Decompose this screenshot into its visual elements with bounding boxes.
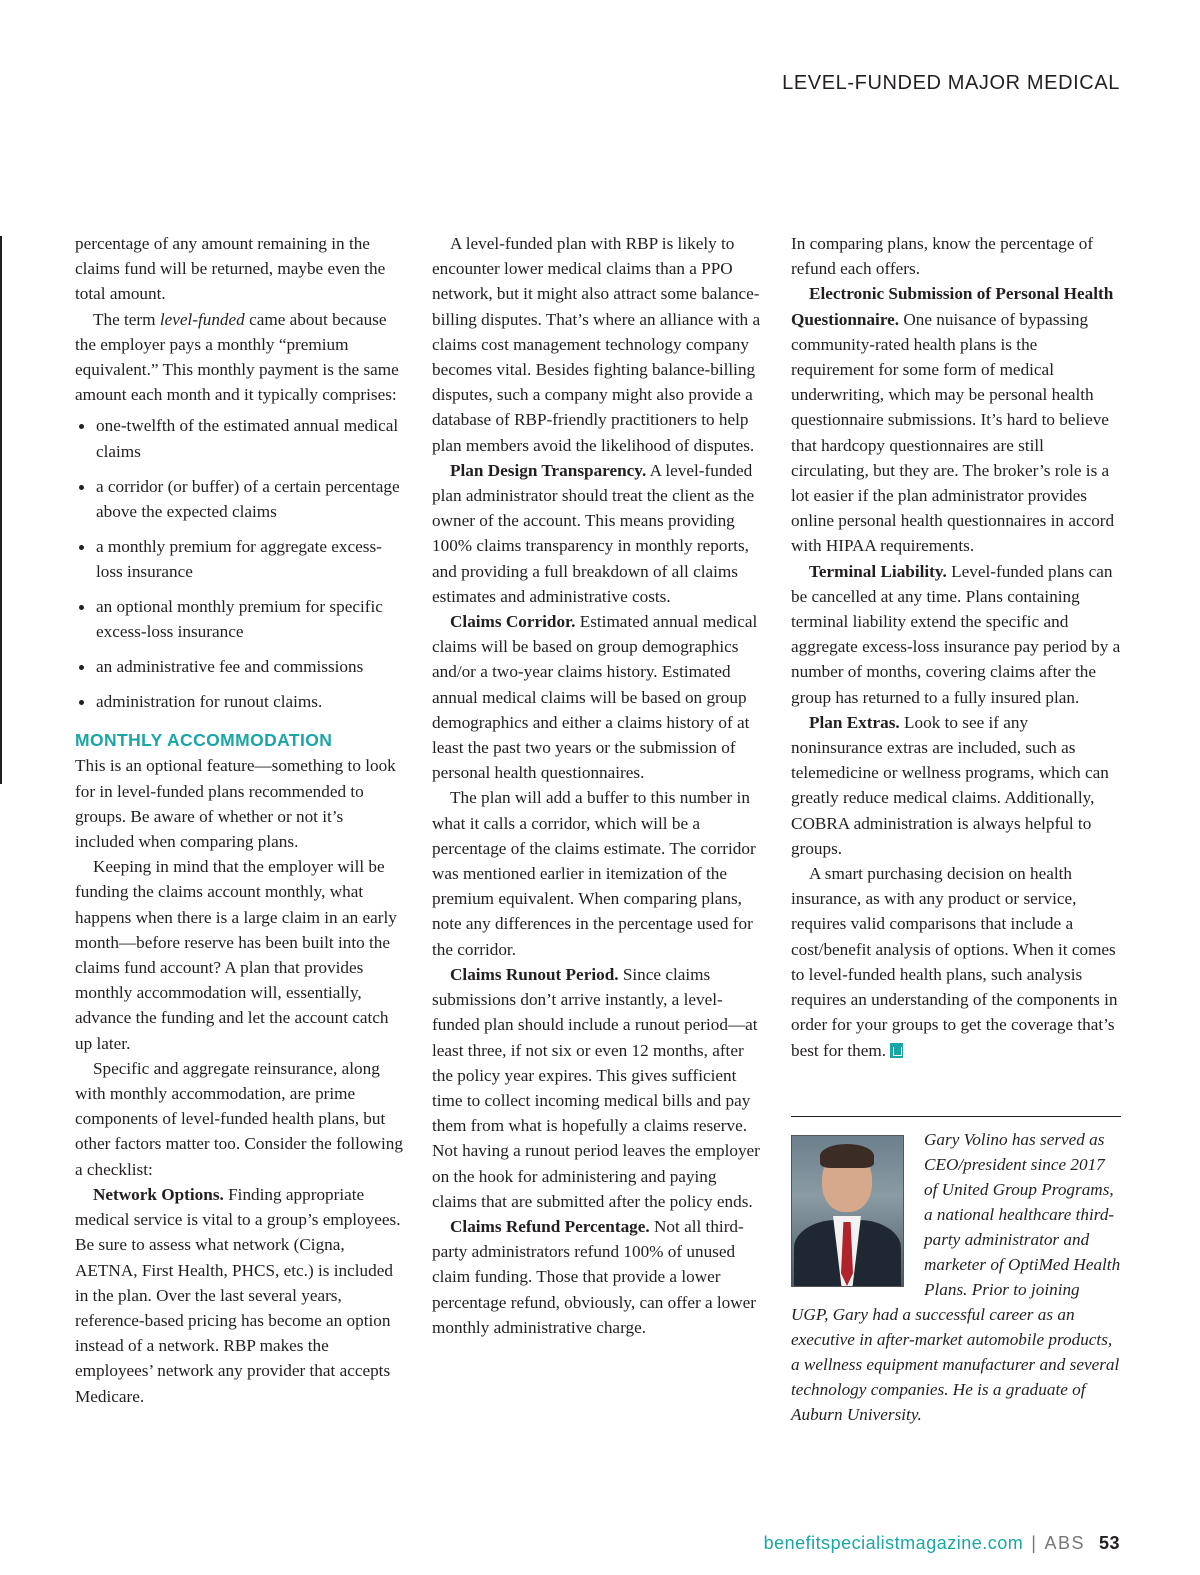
article-column-1 <box>75 231 403 1409</box>
author-bio <box>791 1127 1121 1427</box>
author-bio-text: Gary Volino has served as CEO/president since 2017 of United Group Programs, a national healthcare third-party administrator and marketer of OptiMed Health Plans. Prior to joining UGP, Gary had a successful career as an executive in after-market automobile products, a wellness equipment manufacturer and several technology companies. He is a graduate of Auburn University. <box>791 1130 1121 1424</box>
run-in-heading: Claims Runout Period. <box>450 964 619 984</box>
list-item: a corridor (or buffer) of a certain percentage above the expected claims <box>75 474 403 524</box>
paragraph: This is an optional feature—something to look for in level-funded plans recommended to groups. Be aware of whether or not it’s included when comparing plans. <box>75 756 396 852</box>
paragraph: Plan Design Transparency. A level-funded plan administrator should treat the client as the owner of the account. This means providing 100% claims transparency in monthly reports, and providing a full breakdown of all claims estimates and administrative costs. <box>432 460 755 606</box>
paragraph: Claims Corridor. Estimated annual medical claims will be based on group demographics and/or a two-year claims history. Estimated annual medical claims will be based on group demographics and either a claims history of at least the past two years or the submission of personal health questionnaires. <box>432 612 758 783</box>
paragraph: Terminal Liability. Level-funded plans can be cancelled at any time. Plans containing terminal liability extend the specific and aggregate excess-loss insurance pay period by a number of months, covering claims after the group has returned to a fully insured plan. <box>791 561 1121 707</box>
paragraph: A level-funded plan with RBP is likely to encounter lower medical claims than a PPO network, but it might also attract some balance-billing disputes. That’s where an alliance with a claims cost management technology company becomes vital. Besides fighting balance-billing disputes, such a company might also provide a database of RBP-friendly practitioners to help plan members avoid the likelihood of disputes. <box>432 234 761 455</box>
list-item: an optional monthly premium for specific excess-loss insurance <box>75 594 403 644</box>
paragraph: percentage of any amount remaining in the claims fund will be returned, maybe even the total amount. <box>75 234 386 304</box>
paragraph: Keeping in mind that the employer will be funding the claims account monthly, what happens when there is a large claim in an early month—before reserve has been built into the claims fund account? A plan that provides monthly accommodation will, essentially, advance the funding and let the account catch up later. <box>75 857 397 1053</box>
paragraph: Electronic Submission of Personal Health Questionnaire. One nuisance of bypassing community-rated health plans is the requirement for some form of medical underwriting, which may be personal health questionnaire submissions. It’s hard to believe that hardcopy questionnaires are still circulating, but they are. The broker’s role is a lot easier if the plan administrator provides online personal health questionnaires in accord with HIPAA requirements. <box>791 284 1115 556</box>
emphasis-term: level-funded <box>159 309 245 329</box>
footer-website: benefitspecialistmagazine.com <box>763 1533 1024 1553</box>
footer-separator: | <box>1031 1533 1037 1553</box>
article-column-3 <box>791 231 1121 1063</box>
bio-divider <box>791 1116 1121 1117</box>
list-item: one-twelfth of the estimated annual medical claims <box>75 413 403 463</box>
list-item: administration for runout claims. <box>75 689 403 714</box>
left-edge-rule <box>0 236 2 784</box>
run-in-heading: Terminal Liability. <box>809 561 947 581</box>
list-item: an administrative fee and commissions <box>75 654 403 679</box>
article-column-2 <box>432 231 764 1340</box>
run-in-heading: Plan Design Transparency. <box>450 460 647 480</box>
paragraph: In comparing plans, know the percentage of refund each offers. <box>791 234 1094 279</box>
paragraph: The term level-funded came about because the employer pays a monthly “premium equivalent.” This monthly payment is the same amount each month and it typically comprises: <box>75 309 399 405</box>
paragraph: A smart purchasing decision on health insurance, as with any product or service, requires valid comparisons that include a cost/benefit analysis of options. When it comes to level-funded health plans, such analysis requires an understanding of the components in order for your groups to get the coverage that’s best for them. <box>791 864 1118 1060</box>
paragraph: Claims Refund Percentage. Not all third-party administrators refund 100% of unused claim funding. Those that provide a lower percentage refund, obviously, can offer a lower monthly administrative charge. <box>432 1216 757 1337</box>
running-header: LEVEL-FUNDED MAJOR MEDICAL <box>782 72 1120 94</box>
section-heading: MONTHLY ACCOMMODATION <box>75 730 333 751</box>
paragraph: Plan Extras. Look to see if any noninsurance extras are included, such as telemedicine or wellness programs, which can greatly reduce medical claims. Additionally, COBRA administration is always helpful to groups. <box>791 712 1109 858</box>
run-in-heading: Network Options. <box>93 1184 224 1204</box>
list-item: a monthly premium for aggregate excess-loss insurance <box>75 534 403 584</box>
end-of-article-icon <box>890 1043 903 1058</box>
author-photo <box>791 1135 904 1287</box>
footer-magazine: ABS <box>1044 1533 1085 1553</box>
paragraph: Claims Runout Period. Since claims submissions don’t arrive instantly, a level-funded plan should include a runout period—at least three, if not six or even 12 months, after the policy year expires. This gives sufficient time to collect incoming medical bills and pay them from what is hopefully a claims reserve. Not having a runout period leaves the employer on the hook for administering and paying claims that are submitted after the policy ends. <box>432 964 760 1211</box>
run-in-heading: Claims Refund Percentage. <box>450 1216 650 1236</box>
paragraph: Network Options. Finding appropriate medical service is vital to a group’s employees. Be sure to assess what network (Cigna, AETNA, First Health, PHCS, etc.) is included in the plan. Over the last several years, reference-based pricing has become an option instead of a network. RBP makes the employees’ network any provider that accepts Medicare. <box>75 1184 401 1406</box>
page-footer <box>764 1533 1120 1554</box>
paragraph: The plan will add a buffer to this number in what it calls a corridor, which will be a percentage of the claims estimate. The corridor was mentioned earlier in itemization of the premium equivalent. When comparing plans, note any differences in the percentage used for the corridor. <box>432 788 756 959</box>
paragraph: Specific and aggregate reinsurance, along with monthly accommodation, are prime components of level-funded health plans, but other factors matter too. Consider the following a checklist: <box>75 1058 403 1179</box>
comprises-list <box>75 413 403 714</box>
run-in-heading: Electronic Submission of Personal Health Questionnaire. <box>791 284 1114 329</box>
run-in-heading: Claims Corridor. <box>450 612 576 632</box>
run-in-heading: Plan Extras. <box>809 712 900 732</box>
page-number: 53 <box>1098 1533 1120 1553</box>
